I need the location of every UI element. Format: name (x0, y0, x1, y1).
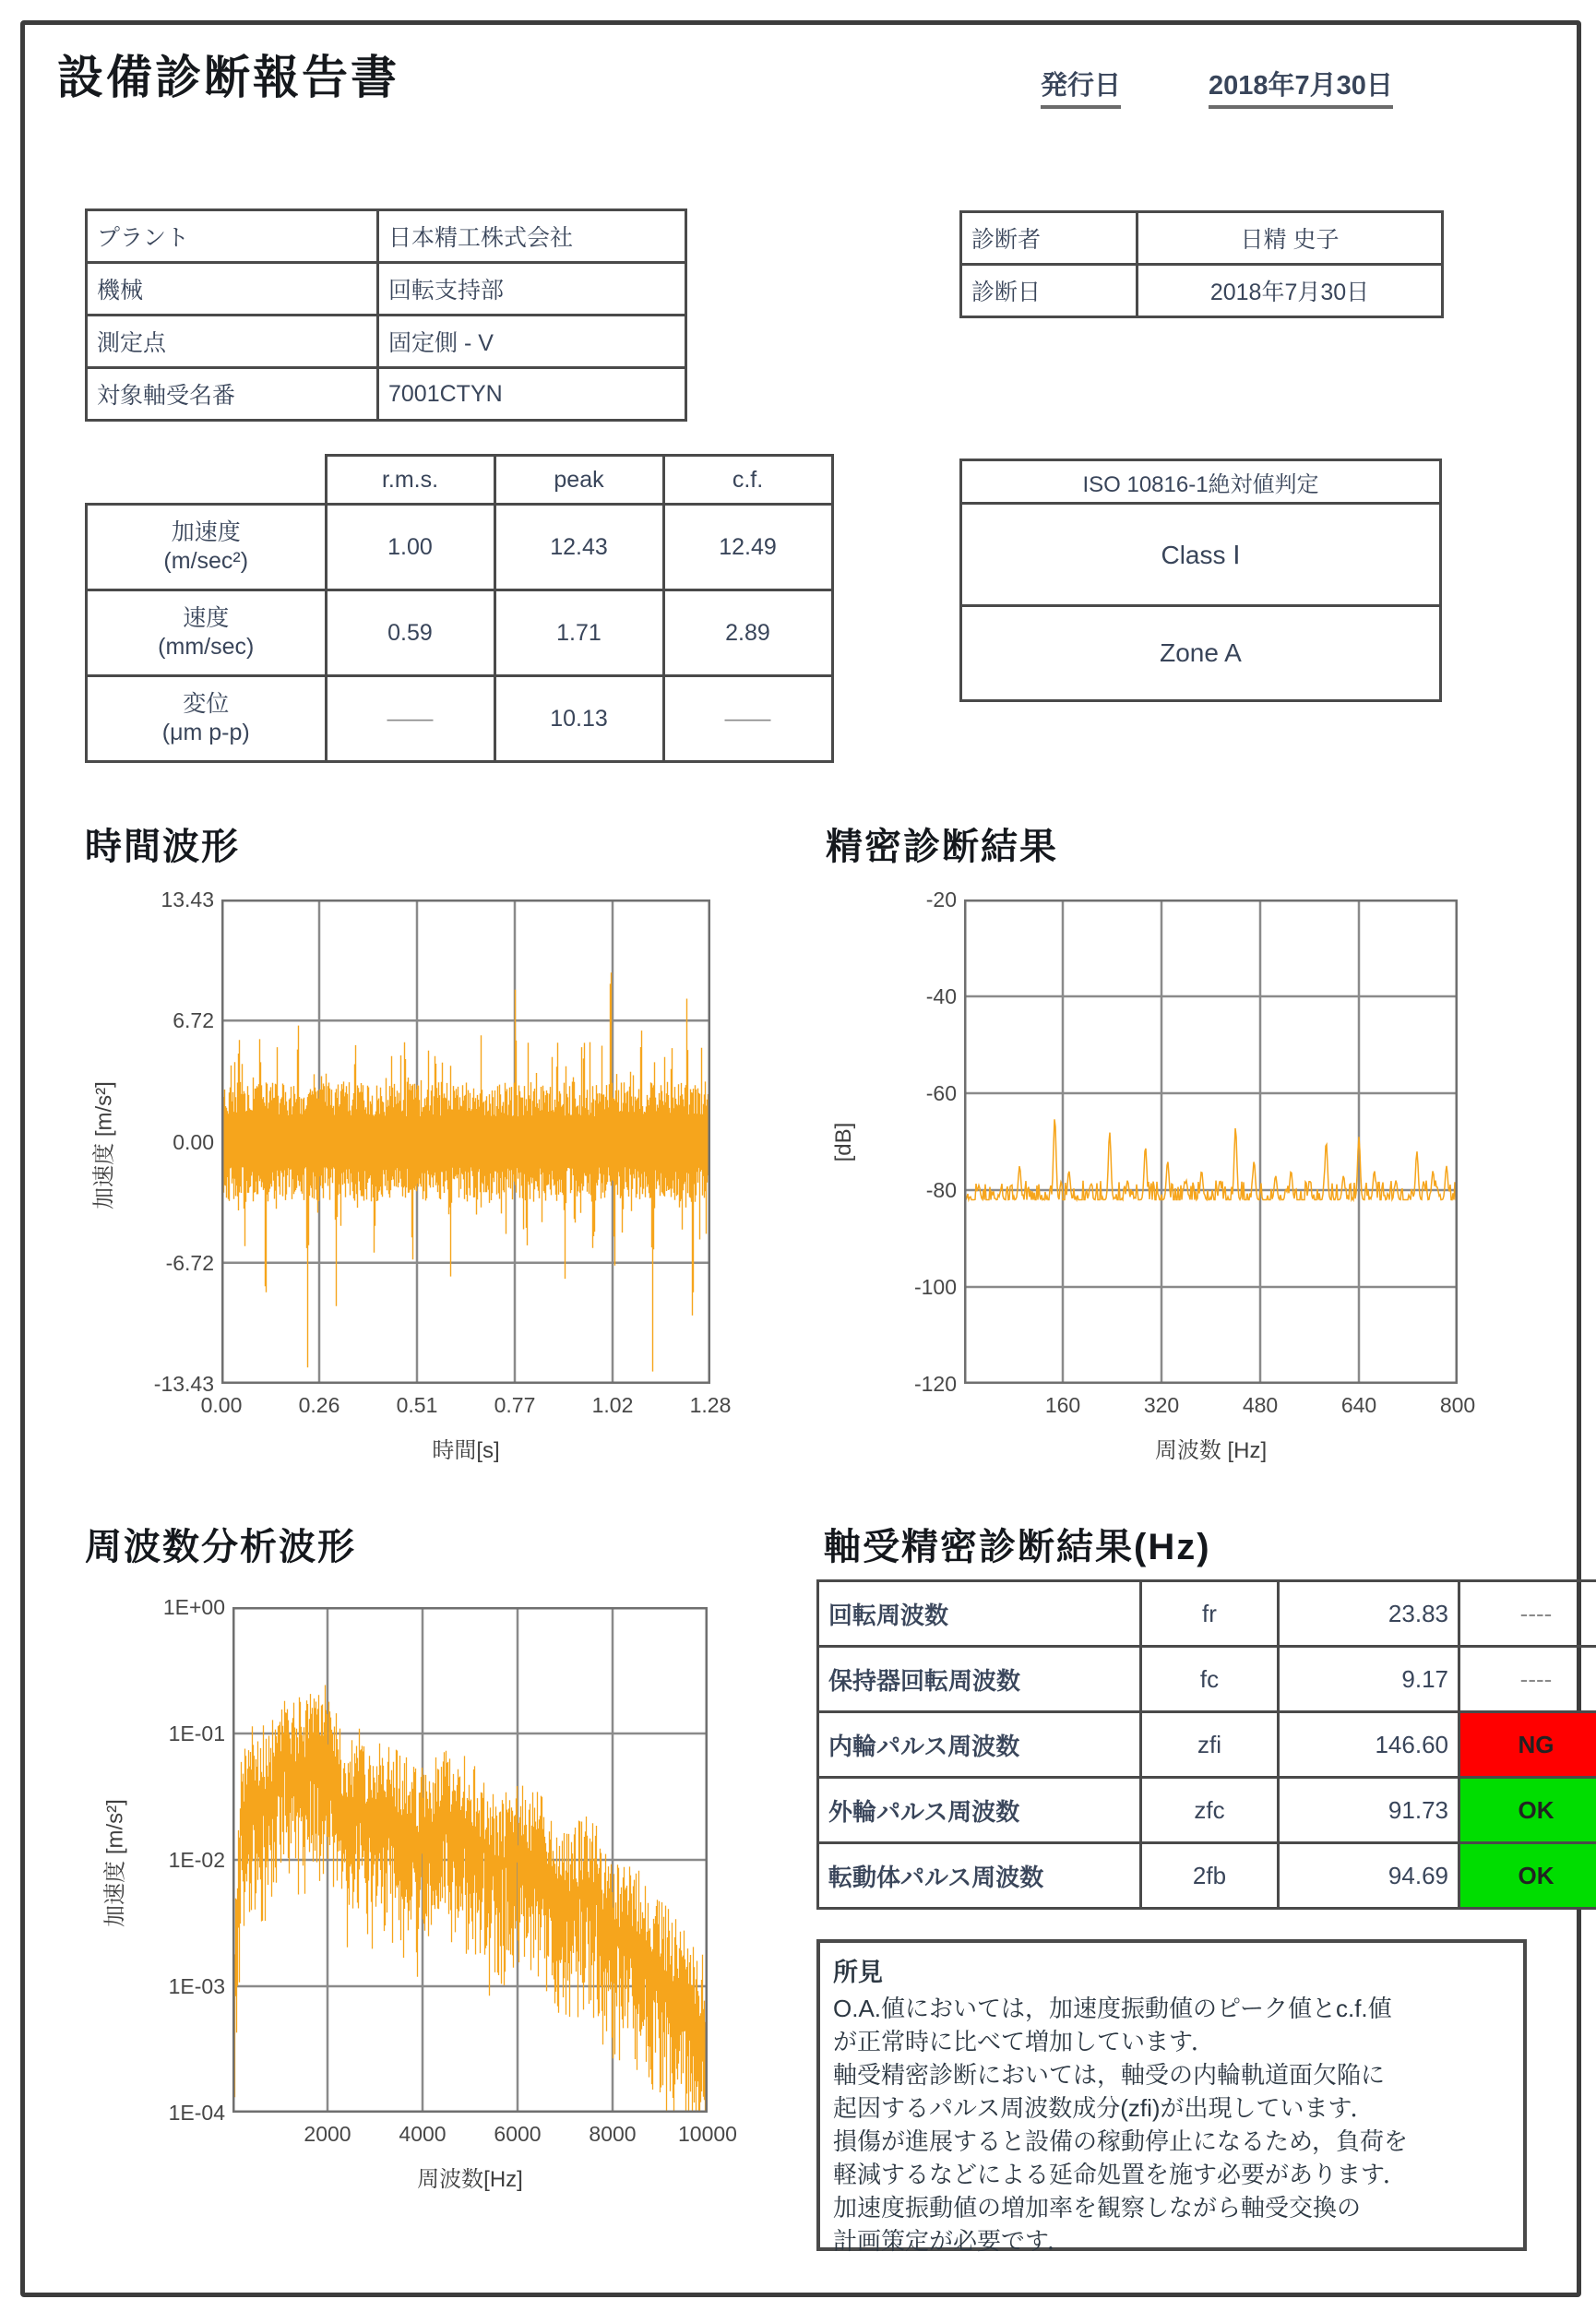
measurement-table (85, 454, 834, 763)
row-header (87, 590, 327, 676)
findings-line: 軽減するなどによる延命処置を施す必要があります． (833, 2161, 1407, 2188)
measurement-value: 12.49 (663, 505, 832, 590)
bearing-freq-value: 23.83 (1279, 1581, 1459, 1647)
diag-label: 診断者 (961, 212, 1137, 265)
section-title-precision-result: 精密診断結果 (826, 827, 1058, 867)
table-row (87, 505, 833, 590)
quantity-label: 変位 (183, 690, 230, 717)
findings-line: 加速度振動値の増加率を観察しながら軸受交換の (833, 2194, 1362, 2222)
table-row (818, 1647, 1596, 1712)
issue-date-label: 発行日 (1041, 65, 1121, 109)
status-badge: NG (1459, 1712, 1596, 1778)
x-tick-label: 160 (1044, 1393, 1081, 1417)
info-value: 回転支持部 (378, 263, 686, 316)
findings-line: が正常時に比べて増加しています． (833, 2028, 1215, 2055)
table-row (87, 263, 686, 316)
diag-value: 日精 史子 (1137, 212, 1443, 265)
y-axis-label: [dB] (831, 1122, 856, 1161)
empty-cell (87, 456, 327, 505)
bearing-freq-value: 94.69 (1279, 1843, 1459, 1909)
y-tick-label: -13.43 (153, 1372, 214, 1396)
measurement-value: 0.59 (326, 590, 494, 676)
table-header-row (961, 460, 1441, 504)
iso-zone-value: Zone A (961, 606, 1441, 701)
x-axis-label: 周波数[Hz] (417, 2167, 523, 2192)
table-row (818, 1581, 1596, 1647)
bearing-freq-symbol: zfi (1141, 1712, 1279, 1778)
measurement-value: 1.71 (494, 590, 663, 676)
y-tick-label: 1E-04 (168, 2101, 225, 2125)
row-header (87, 676, 327, 762)
measurement-value: 1.00 (326, 505, 494, 590)
quantity-unit: (mm/sec) (158, 634, 255, 660)
bearing-freq-symbol: fc (1141, 1647, 1279, 1712)
info-label: 対象軸受名番 (87, 368, 378, 421)
measurement-value: 12.43 (494, 505, 663, 590)
x-tick-label: 800 (1439, 1393, 1476, 1417)
table-row (87, 316, 686, 368)
x-tick-label: 0.26 (298, 1393, 340, 1417)
measurement-value: —— (326, 676, 494, 762)
plant-info-table (85, 208, 687, 422)
table-row (87, 368, 686, 421)
status-badge: ---- (1459, 1581, 1596, 1647)
table-row (818, 1778, 1596, 1843)
bearing-freq-label: 保持器回転周波数 (818, 1647, 1141, 1712)
bearing-freq-label: 内輪パルス周波数 (818, 1712, 1141, 1778)
y-tick-label: 1E-02 (168, 1848, 225, 1872)
measurement-value: 2.89 (663, 590, 832, 676)
x-tick-label: 8000 (589, 2122, 637, 2146)
findings-line: O.A.値においては，加速度振動値のピーク値とc.f.値 (833, 1995, 1392, 2022)
x-axis-label: 時間[s] (432, 1438, 500, 1463)
table-row (87, 676, 833, 762)
x-tick-label: 320 (1143, 1393, 1180, 1417)
bearing-freq-symbol: fr (1141, 1581, 1279, 1647)
y-axis-label: 加速度 [m/s²] (91, 1080, 117, 1209)
bearing-freq-value: 9.17 (1279, 1647, 1459, 1712)
table-row (87, 590, 833, 676)
info-label: プラント (87, 210, 378, 263)
y-tick-label: 6.72 (173, 1008, 214, 1033)
info-label: 機械 (87, 263, 378, 316)
column-header: r.m.s. (326, 456, 494, 505)
findings-line: 損傷が進展すると設備の稼動停止になるため，負荷を (833, 2127, 1408, 2155)
y-tick-label: 0.00 (173, 1129, 214, 1154)
bearing-freq-label: 転動体パルス周波数 (818, 1843, 1141, 1909)
x-tick-label: 0.00 (200, 1393, 243, 1417)
x-tick-label: 480 (1242, 1393, 1279, 1417)
y-tick-label: -80 (925, 1178, 957, 1202)
bearing-diagnosis-table (816, 1579, 1596, 1910)
x-tick-label: 6000 (494, 2122, 542, 2146)
table-row (961, 265, 1443, 317)
info-label: 測定点 (87, 316, 378, 368)
quantity-unit: (m/sec²) (163, 548, 249, 574)
table-row (961, 212, 1443, 265)
precision_spectrum-plot (964, 899, 1458, 1384)
y-tick-label: 1E+00 (162, 1595, 225, 1619)
measurement-value: 10.13 (494, 676, 663, 762)
bearing-freq-symbol: zfc (1141, 1778, 1279, 1843)
x-tick-label: 4000 (399, 2122, 447, 2146)
info-value: 日本精工株式会社 (378, 210, 686, 263)
table-row (818, 1712, 1596, 1778)
bearing-freq-value: 146.60 (1279, 1712, 1459, 1778)
bearing-freq-value: 91.73 (1279, 1778, 1459, 1843)
diag-label: 診断日 (961, 265, 1137, 317)
diagnostician-table (959, 210, 1444, 318)
findings-title: 所見 (833, 1959, 883, 1986)
frequency_spectrum-plot (232, 1607, 708, 2113)
column-header: c.f. (663, 456, 832, 505)
y-tick-label: -100 (913, 1275, 957, 1299)
measurement-value: —— (663, 676, 832, 762)
x-tick-label: 1.02 (591, 1393, 634, 1417)
findings-box (816, 1939, 1527, 2255)
section-title-time-waveform: 時間波形 (85, 827, 240, 867)
y-axis-label: 加速度 [m/s²] (102, 1799, 128, 1927)
iso-header: ISO 10816-1絶対値判定 (961, 460, 1441, 504)
y-tick-label: 1E-03 (168, 1974, 225, 1998)
table-header-row (87, 456, 833, 505)
x-tick-label: 1.28 (689, 1393, 732, 1417)
y-tick-label: 1E-01 (168, 1721, 225, 1745)
iso-class-value: Class Ⅰ (961, 504, 1441, 606)
row-header (87, 505, 327, 590)
y-tick-label: -120 (913, 1372, 957, 1396)
info-value: 7001CTYN (378, 368, 686, 421)
frequency-spectrum-chart (101, 1584, 766, 2211)
table-row (961, 504, 1441, 606)
iso-judgement-table (959, 459, 1442, 702)
table-row (818, 1843, 1596, 1909)
status-badge: ---- (1459, 1647, 1596, 1712)
status-badge: OK (1459, 1778, 1596, 1843)
x-tick-label: 0.51 (396, 1393, 438, 1417)
x-tick-label: 640 (1340, 1393, 1377, 1417)
y-tick-label: -40 (925, 984, 957, 1008)
status-badge: OK (1459, 1843, 1596, 1909)
bearing-freq-label: 回転周波数 (818, 1581, 1141, 1647)
precision-spectrum-chart (831, 876, 1499, 1485)
findings-line: 計画策定が必要です． (833, 2227, 1071, 2255)
findings-line: 軸受精密診断においては，軸受の内輪軌道面欠陥に (833, 2061, 1386, 2089)
time-waveform-chart (92, 876, 756, 1485)
section-title-frequency-analysis: 周波数分析波形 (85, 1527, 356, 1567)
x-tick-label: 2000 (304, 2122, 351, 2146)
bearing-freq-label: 外輪パルス周波数 (818, 1778, 1141, 1843)
quantity-label: 加速度 (171, 518, 241, 545)
time_waveform-plot (221, 899, 710, 1384)
y-tick-label: -6.72 (165, 1250, 214, 1275)
table-row (961, 606, 1441, 701)
x-tick-label: 10000 (678, 2122, 737, 2146)
y-tick-label: -60 (925, 1081, 957, 1105)
info-value: 固定側 - V (378, 316, 686, 368)
x-axis-label: 周波数 [Hz] (1154, 1438, 1268, 1463)
diag-value: 2018年7月30日 (1137, 265, 1443, 317)
bearing-freq-symbol: 2fb (1141, 1843, 1279, 1909)
y-tick-label: 13.43 (161, 887, 214, 911)
quantity-label: 速度 (183, 604, 230, 631)
table-row (87, 210, 686, 263)
findings-line: 起因するパルス周波数成分(zfi)が出現しています． (833, 2094, 1375, 2122)
column-header: peak (494, 456, 663, 505)
page-title: 設備診断報告書 (57, 52, 399, 103)
quantity-unit: (μm p-p) (161, 720, 250, 745)
section-title-bearing-result: 軸受精密診断結果(Hz) (824, 1527, 1211, 1567)
x-tick-label: 0.77 (494, 1393, 536, 1417)
issue-date-value: 2018年7月30日 (1209, 65, 1393, 109)
y-tick-label: -20 (925, 887, 957, 911)
